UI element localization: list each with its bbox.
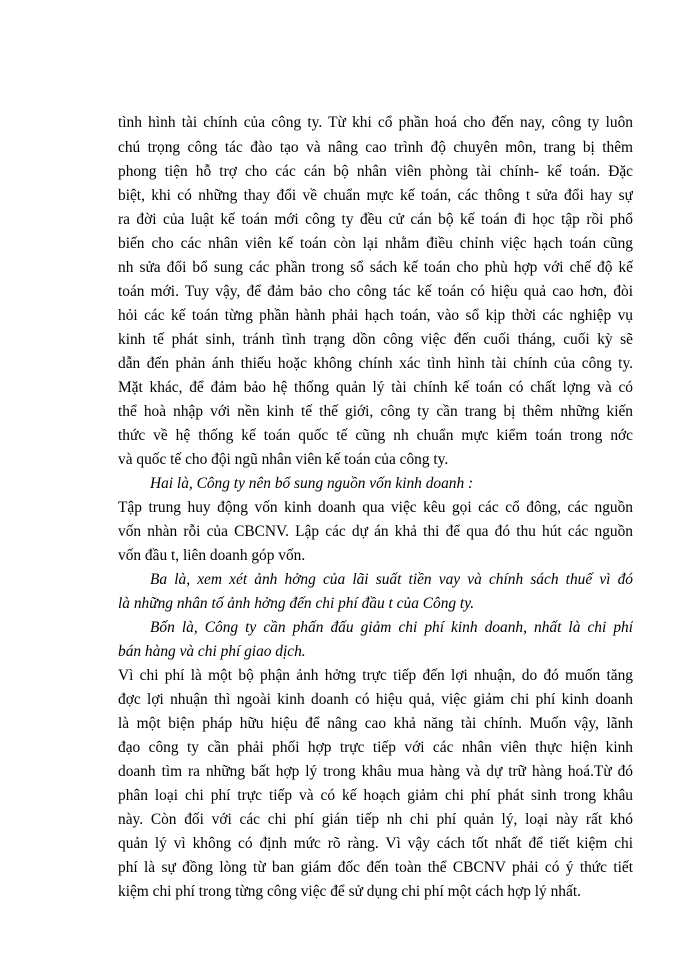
- body-line: phong tiện hỗ trợ cho các cán bộ nhân viên phòng tài chính- kế toán. Đặc: [118, 163, 633, 180]
- body-line: nh sửa đổi bổ sung các phần trong sổ sách kế toán cho phù hợp với chế độ kế: [118, 259, 633, 276]
- body-line: phân loại chi phí trực tiếp và có kế hoạch giảm chi phí phát sinh trong khâu: [118, 787, 633, 804]
- body-line: phí là sự đồng lòng từ ban giám đốc đến toàn thể CBCNV phải có ý thức tiết: [118, 859, 633, 876]
- section-heading-4: Bốn là, Công ty cần phấn đấu giảm chi phí kinh doanh, nhất là chi phí: [150, 619, 633, 636]
- body-line: toán mới. Tuy vậy, để đảm bảo cho công tác kế toán có hiệu quả cao hơn, đòi: [118, 283, 633, 300]
- body-line: kinh tế phát sinh, tránh tình trạng dồn công việc đến cuối tháng, cuối kỳ sẽ: [118, 331, 633, 348]
- section-heading-2: Hai là, Công ty nên bổ sung nguồn vốn kinh doanh :: [150, 475, 474, 492]
- body-line: ra đời của luật kế toán mới công ty đều cử cán bộ kế toán đi học tập rồi phổ: [118, 211, 633, 228]
- body-line: biệt, khi có những thay đổi về chuẩn mực kế toán, các thông t sửa đổi hay sự: [118, 187, 633, 204]
- body-line: Vì chi phí là một bộ phận ảnh hởng trực tiếp đến lợi nhuận, do đó muốn tăng: [118, 667, 633, 684]
- body-line: này. Còn đối với các chi phí gián tiếp nh chi phí quản lý, loại này rất khó: [118, 811, 633, 828]
- body-line: biến cho các nhân viên kế toán còn lại nhằm điều chỉnh việc hạch toán cũng: [118, 235, 633, 252]
- body-line: dẫn đến phản ánh thiếu hoặc không chính xác tình hình tài chính của công ty.: [118, 355, 633, 372]
- section-heading-4-cont: bán hàng và chi phí giao dịch.: [118, 643, 306, 660]
- body-line: thức về hệ thống kế toán quốc tế cũng nh chuẩn mực kiểm toán trong nớc: [118, 427, 633, 444]
- body-line: là một biện pháp hữu hiệu để nâng cao khả năng tài chính. Muốn vậy, lãnh: [118, 715, 633, 732]
- body-line: đợc lợi nhuận thì ngoài kinh doanh có hiệu quả, việc giảm chi phí kinh doanh: [118, 691, 633, 708]
- body-line: vốn nhàn rỗi của CBCNV. Lập các dự án khả thi để qua đó thu hút các nguồn: [118, 523, 633, 540]
- section-heading-3-cont: là những nhân tố ảnh hởng đến chi phí đầu t của Công ty.: [118, 595, 475, 612]
- body-line: quản lý vì không có định mức rõ ràng. Vì vậy cách tốt nhất để tiết kiệm chi: [118, 835, 633, 852]
- body-line: vốn đầu t, liên doanh góp vốn.: [118, 547, 306, 564]
- body-line: Tập trung huy động vốn kinh doanh qua việc kêu gọi các cổ đông, các nguồn: [118, 499, 633, 516]
- body-line: và quốc tế cho đội ngũ nhân viên kế toán của công ty.: [118, 451, 449, 468]
- body-line: đạo công ty cần phải phối hợp trực tiếp với các nhân viên thực hiện kinh: [118, 739, 633, 756]
- section-heading-3: Ba là, xem xét ảnh hởng của lãi suất tiền vay và chính sách thuế vì đó: [150, 571, 633, 588]
- body-line: doanh tìm ra những bất hợp lý trong khâu mua hàng và dự trữ hàng hoá.Từ đó: [118, 763, 633, 780]
- body-line: hỏi các kế toán từng phần hành phải hạch toán, vào sổ kịp thời các nghiệp vụ: [118, 307, 633, 324]
- body-line: thể hoà nhập với nền kinh tế thế giới, công ty cần trang bị thêm những kiến: [118, 403, 633, 420]
- body-line: kiệm chi phí trong từng công việc để sử dụng chi phí một cách hợp lý nhất.: [118, 883, 581, 900]
- body-line: Mặt khác, để đảm bảo hệ thống quản lý tài chính kế toán có chất lợng và có: [118, 379, 633, 396]
- body-line: tình hình tài chính của công ty. Từ khi cổ phần hoá cho đến nay, công ty luôn: [118, 114, 633, 131]
- body-line: chú trọng công tác đào tạo và nâng cao trình độ chuyên môn, trang bị thêm: [118, 139, 633, 156]
